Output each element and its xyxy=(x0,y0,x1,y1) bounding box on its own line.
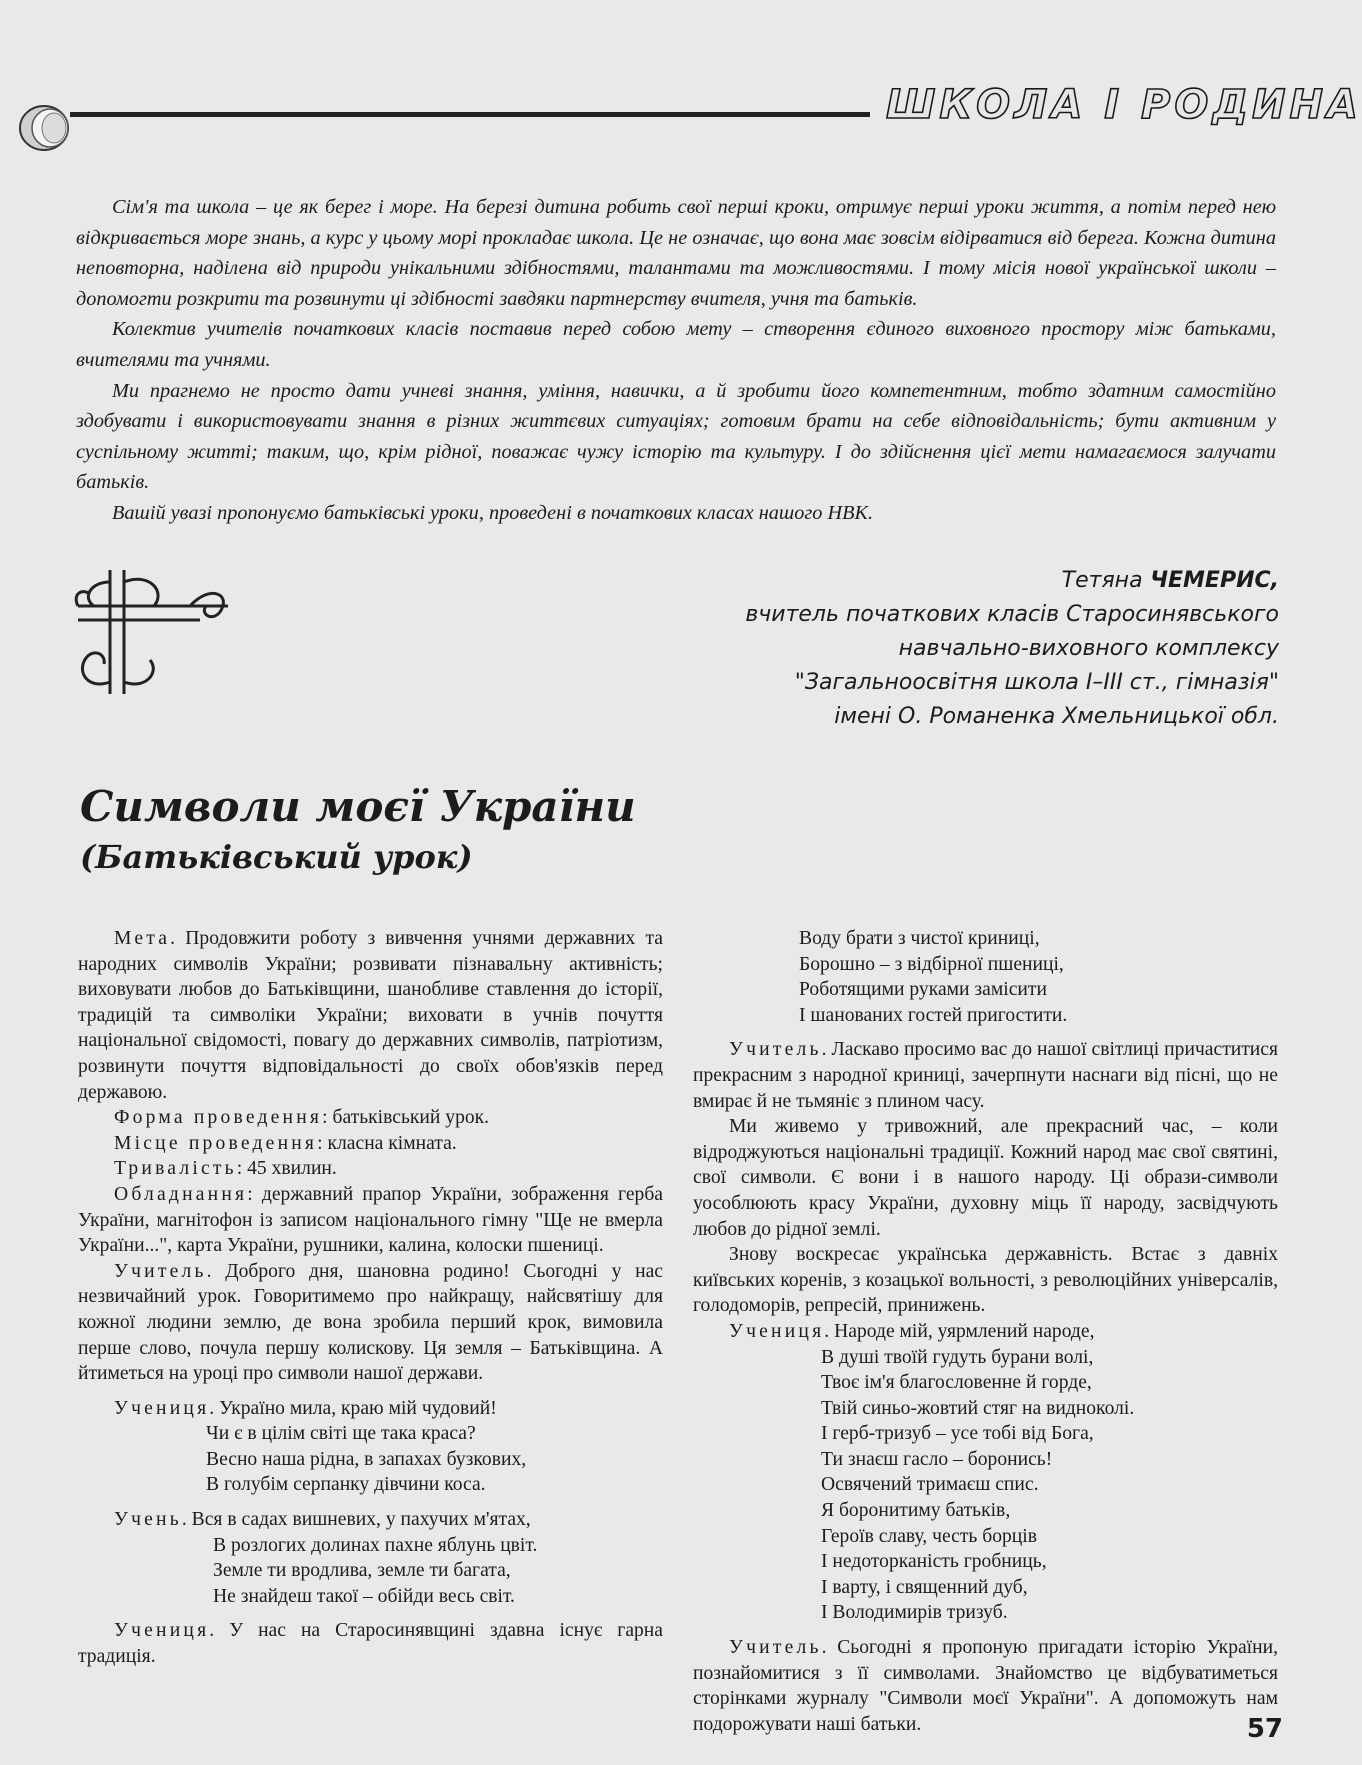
duration-text: : 45 хвилин. xyxy=(236,1158,337,1180)
verse-line: . Україно мила, краю мій чудовий! xyxy=(209,1397,497,1419)
left-column xyxy=(78,926,663,1670)
teacher-text: . Сьогодні я пропоную пригадати історію України, познайомитися з її символами. Знайомство це відбуватиметься сторінками журналу "Символи моєї України". А допоможуть нам подорожувати наші батьки. xyxy=(693,1637,1278,1735)
teacher-paragraph xyxy=(78,1259,663,1387)
teacher-text: . Доброго дня, шановна родино! Сьогодні у нас незвичайний урок. Говоритимемо про найкращу, найсвятішу для кожної людини землю, де вона зробила перший крок, вимовила перше слово, почула першу колискову. Ця земля – Батьківщина. А йтиметься на уроці про символи нашої держави. xyxy=(78,1260,663,1385)
body-paragraph: Ми живемо у тривожний, але прекрасний час, – коли відроджуються національні традиції. Кожний народ має свої святині, свої символи. Є вони і в нашого народу. Ці образи-символи уособлюють красу України, духовну міць її народу, засвідчують любов до рідної землі. xyxy=(693,1116,1278,1240)
verse-line: . Вся в садах вишневих, у пахучих м'ятах, xyxy=(181,1509,531,1531)
student-verse-first xyxy=(693,1319,1278,1345)
teacher-text: . Ласкаво просимо вас до нашої світлиці причаститися прекрасним з народної криниці, зачерпнути наснаги від пісні, що не вмирає й не тьмяніє з плином часу. xyxy=(693,1039,1278,1112)
student-label: Учениця xyxy=(114,1620,210,1642)
intro-paragraph: Сім'я та школа – це як берег і море. На березі дитина робить свої перші кроки, отримує перші уроки життя, а потім перед нею відкривається море знань, а курс у цьому морі прокладає школа. Це не означає, що вона має зовсім відірватися від берега. Кожна дитина неповторна, наділена від природи унікальними здібностями, талантами та можливостями. І тому місія нової української школи – допомогти розкрити та розвинути ці здібності завдяки партнерству вчителя, учня та батьків. xyxy=(76,196,1276,310)
equipment-paragraph xyxy=(78,1182,663,1259)
author-name xyxy=(559,564,1279,598)
verse-line: В розлогих долинах пахне яблунь цвіт. xyxy=(213,1534,538,1556)
verse-line: . Народе мій, уярмлений народе, xyxy=(824,1320,1095,1342)
intro-paragraph: Колектив учителів початкових класів поставив перед собою мету – створення єдиного виховного простору між батьками, вчителями та учнями. xyxy=(76,318,1276,371)
student-text: . У нас на Старосинявщині здавна існує гарна традиція. xyxy=(78,1620,663,1668)
flourish-ornament-icon xyxy=(70,562,234,702)
verse-line: І герб-тризуб – усе тобі від Бога, xyxy=(821,1423,1094,1445)
verse-line: Чи є в цілім світі ще така краса? xyxy=(206,1423,476,1445)
verse-line: Твоє ім'я благословенне й горде, xyxy=(821,1372,1092,1394)
duration-label: Тривалість xyxy=(114,1158,237,1180)
verse-line: Земле ти вродлива, земле ти багата, xyxy=(213,1560,511,1582)
verse-line: І шанованих гостей пригостити. xyxy=(799,1004,1068,1026)
intro-paragraph: Ми прагнемо не просто дати учневі знання, уміння, навички, а й зробити його компетентним, тобто здатним самостійно здобувати і використовувати знання в різних життєвих ситуаціях; готовим брати на себе відповідальність; бути активним у суспільному житті; таким, що, крім рідної, поважає чужу історію та культуру. І до здійснення цієї мети намагаємося залучати батьків. xyxy=(76,379,1276,494)
teacher-label: Учитель xyxy=(114,1260,207,1282)
equipment-text: : державний прапор України, зображення герба України, магнітофон із записом національного гімну "Ще не вмерла України...", карта України, рушники, калина, колоски пшениці. xyxy=(78,1183,663,1257)
verse-line: І варту, і священний дуб, xyxy=(821,1576,1028,1598)
form-label: Форма проведення xyxy=(114,1107,323,1129)
verse-line: Я боронитиму батьків, xyxy=(821,1500,1011,1522)
goal-paragraph xyxy=(78,926,663,1105)
student-label: Учень xyxy=(114,1509,182,1531)
author-first-name: Тетяна xyxy=(1061,568,1143,593)
verse-line: Не знайдеш такої – обійди весь світ. xyxy=(213,1585,515,1607)
student-verse-first xyxy=(78,1396,663,1422)
teacher-paragraph xyxy=(693,1037,1278,1114)
teacher-label: Учитель xyxy=(729,1039,822,1061)
verse-line: Весно наша рідна, в запахах бузкових, xyxy=(206,1448,527,1470)
goal-label: Мета xyxy=(114,928,171,949)
place-label: Місце проведення xyxy=(114,1132,318,1154)
header-ornament-icon xyxy=(14,100,74,156)
teacher-paragraph xyxy=(693,1635,1278,1737)
body-paragraph: Знову воскресає українська державність. Встає з давніх київських коренів, з козацької вольності, з революційних універсалів, голодоморів, репресій, принижень. xyxy=(693,1244,1278,1317)
duration-paragraph xyxy=(78,1156,663,1182)
form-text: : батьківський урок. xyxy=(322,1107,490,1129)
page-number: 57 xyxy=(1246,1714,1283,1744)
goal-text: . Продовжити роботу з вивчення учнями державних та народних символів України; розвивати пізнавальну активність; виховувати любов до Батьківщини, шанобливе ставлення до історії, традицій та символіки України; виховати в учнів почуття національної свідомості, повагу до державних символів, патріотизм, розвинути почуття відповідальності до своїх обов'язків перед державою. xyxy=(78,928,663,1103)
student-verse-first xyxy=(78,1507,663,1533)
verse-line: Борошно – з відбірної пшениці, xyxy=(799,953,1064,975)
verse-line: Твій синьо-жовтий стяг на видноколі. xyxy=(821,1397,1135,1419)
place-paragraph xyxy=(78,1131,663,1157)
verse-line: Ти знаєш гасло – боронись! xyxy=(821,1448,1053,1470)
right-column xyxy=(693,926,1278,1737)
student-label: Учениця xyxy=(729,1320,825,1342)
author-line: навчально-виховного комплексу xyxy=(898,636,1279,661)
section-title: ШКОЛА І РОДИНА xyxy=(886,82,1362,128)
equipment-label: Обладнання xyxy=(114,1183,248,1205)
verse-line: Воду брати з чистої криниці, xyxy=(799,928,1040,949)
verse-line: І недоторканість гробниць, xyxy=(821,1551,1047,1573)
intro-block xyxy=(76,192,1276,529)
article-title: Символи моєї України xyxy=(80,782,636,831)
intro-paragraph: Вашій увазі пропонуємо батьківські уроки, проведені в початкових класах нашого НВК. xyxy=(112,501,874,524)
student-paragraph xyxy=(78,1618,663,1669)
place-text: : класна кімната. xyxy=(317,1132,457,1154)
form-paragraph xyxy=(78,1105,663,1131)
verse-line: Роботящими руками замісити xyxy=(799,979,1047,1001)
verse-line: В голубім серпанку дівчини коса. xyxy=(206,1474,486,1496)
header-rule xyxy=(70,112,870,117)
verse-line: В душі твоїй гудуть бурани волі, xyxy=(821,1346,1094,1368)
verse-line: І Володимирів тризуб. xyxy=(821,1602,1008,1624)
student-label: Учениця xyxy=(114,1397,210,1419)
teacher-label: Учитель xyxy=(729,1637,822,1659)
author-block xyxy=(559,564,1279,734)
author-line: "Загальноосвітня школа І–ІІІ ст., гімназія" xyxy=(794,670,1279,695)
author-line: вчитель початкових класів Старосинявського xyxy=(745,602,1279,627)
verse-line: Героїв славу, честь борців xyxy=(821,1525,1037,1547)
author-last-name: ЧЕМЕРИС, xyxy=(1150,568,1279,593)
verse-line: Освячений тримаєш спис. xyxy=(821,1474,1039,1496)
author-line: імені О. Романенка Хмельницької обл. xyxy=(834,704,1279,729)
article-subtitle: (Батьківський урок) xyxy=(80,838,473,876)
